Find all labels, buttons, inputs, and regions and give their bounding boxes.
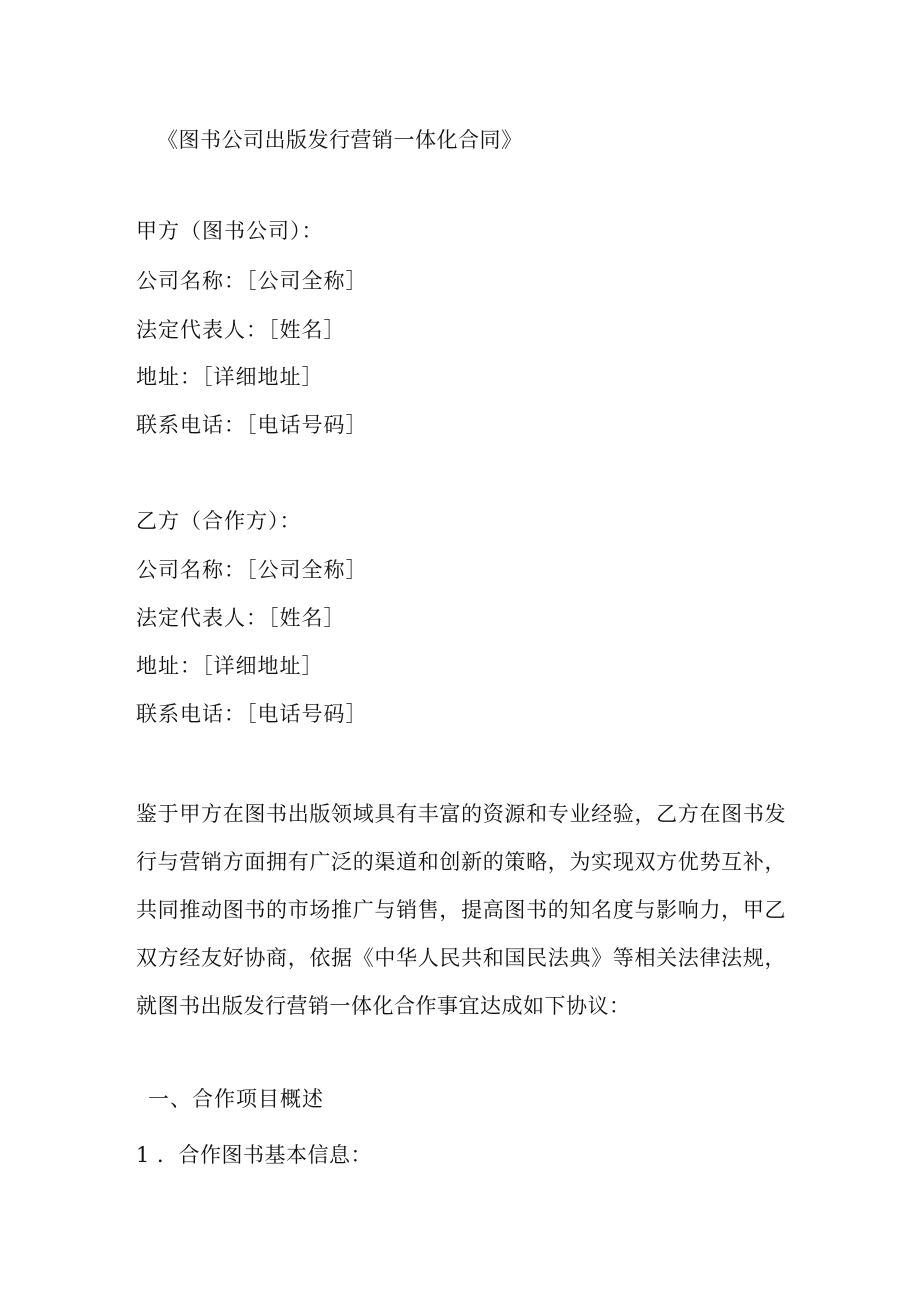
section-1-item-1: 1 ．合作图书基本信息： — [136, 1143, 373, 1167]
section-1-heading: 一、合作项目概述 — [148, 1087, 324, 1111]
party-a-address: 地址：［详细地址］ — [136, 365, 324, 389]
document-title: 《图书公司出版发行营销一体化合同》 — [157, 128, 523, 152]
party-b-phone: 联系电话：［电话号码］ — [136, 702, 368, 726]
party-a-phone: 联系电话：［电话号码］ — [136, 413, 368, 437]
party-a-header: 甲方（图书公司）： — [136, 219, 324, 243]
party-b-address: 地址：［详细地址］ — [136, 654, 324, 678]
party-b-legal-rep: 法定代表人：［姓名］ — [136, 606, 346, 630]
preamble-paragraph: 鉴于甲方在图书出版领域具有丰富的资源和专业经验，乙方在图书发行与营销方面拥有广泛的渠道和创新的策略，为实现双方优势互补，共同推动图书的市场推广与销售，提高图书的知名度与影响力，甲乙双方经友好协商，依据《中华人民共和国民法典》等相关法律法规，就图书出版发行营销一体化合作事宜达成如下协议： — [136, 802, 786, 1018]
party-a-legal-rep: 法定代表人：［姓名］ — [136, 318, 346, 342]
party-b-company-name: 公司名称：［公司全称］ — [136, 558, 368, 582]
party-b-header: 乙方（合作方）： — [136, 509, 302, 533]
party-a-company-name: 公司名称：［公司全称］ — [136, 269, 368, 293]
